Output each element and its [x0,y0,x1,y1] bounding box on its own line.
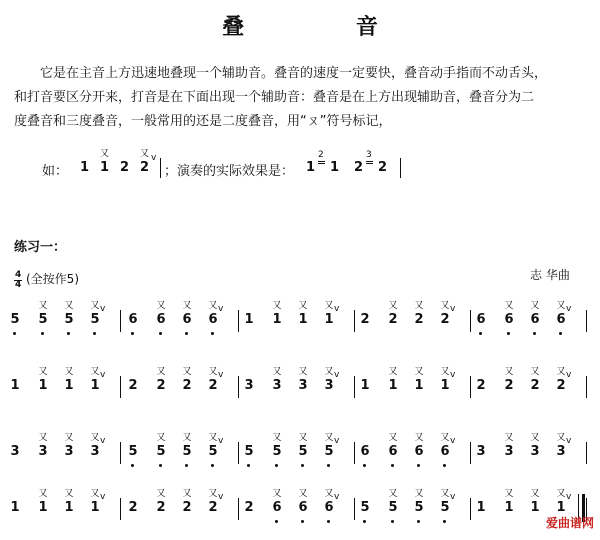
ornament-mark: 又 [64,489,74,499]
score-note: 5 [388,500,398,515]
score-note: 1 [324,312,334,327]
score-note: 2 [182,378,192,393]
ornament-mark: 又 [556,301,566,311]
ornament-mark: 又 [182,367,192,377]
score-note: 3 [10,444,20,459]
barline [470,310,471,332]
ornament-mark: 又 [272,367,282,377]
low-octave-dot [131,332,134,335]
score-note: 2 [530,378,540,393]
breath-mark: v [334,492,340,502]
score-note: 6 [272,500,282,515]
ornament-mark: 又 [38,433,48,443]
score-note: 5 [128,444,138,459]
ornament-mark: 又 [388,433,398,443]
ornament-mark: 又 [414,489,424,499]
score-note: 3 [244,378,254,393]
meter-top: 4 [15,270,22,280]
ornament-mark: 又 [388,489,398,499]
score-note: 6 [182,312,192,327]
ornament-mark: 又 [90,301,100,311]
meter-bottom: 4 [15,280,22,290]
ornament-mark: 又 [530,301,540,311]
barline [470,376,471,398]
barline [354,376,355,398]
score-note: 6 [298,500,308,515]
score-note: 1 [272,312,282,327]
ornament-mark: 又 [272,301,282,311]
breath-mark: v [450,436,456,446]
score-note: 2 [208,500,218,515]
score-note: 6 [530,312,540,327]
score-note: 1 [38,500,48,515]
low-octave-dot [363,520,366,523]
low-octave-dot [559,332,562,335]
score-note: 5 [360,500,370,515]
low-octave-dot [211,464,214,467]
ornament-mark: 又 [440,367,450,377]
score-note: 1 [38,378,48,393]
barline [586,376,587,398]
breath-mark: v [218,492,224,502]
example-note-4: 2 [140,160,150,175]
score-note: 1 [360,378,370,393]
low-octave-dot [247,464,250,467]
ornament-mark: 又 [208,489,218,499]
ornament-mark: 又 [388,367,398,377]
ornament-mark: 又 [156,489,166,499]
example-note-2: 1 [100,160,110,175]
low-octave-dot [479,332,482,335]
low-octave-dot [391,464,394,467]
score-row [0,362,600,418]
paragraph-line-3: 度叠音和三度叠音，一般常用的还是二度叠音，用“ㄡ”符号标记， [14,114,392,129]
effect-note-1b: 1 [330,160,340,175]
ornament-mark: 又 [298,301,308,311]
barline [354,498,355,520]
effect-note-2b: 2 [378,160,388,175]
score-note: 2 [182,500,192,515]
barline [120,498,121,520]
barline [238,376,239,398]
breath-mark: v [334,304,340,314]
ornament-mark: 又 [324,433,334,443]
score-note: 1 [10,378,20,393]
low-octave-dot [185,332,188,335]
score-note: 1 [90,500,100,515]
low-octave-dot [67,332,70,335]
score-note: 5 [414,500,424,515]
example-ornament-1: 又 [100,149,110,159]
low-octave-dot [417,464,420,467]
score-note: 6 [440,444,450,459]
score-note: 5 [272,444,282,459]
breath-mark: v [100,370,106,380]
low-octave-dot [301,464,304,467]
effect-grace-underline-2 [318,163,325,164]
ornament-mark: 又 [90,489,100,499]
low-octave-dot [159,332,162,335]
score-note: 3 [530,444,540,459]
breath-mark: v [218,304,224,314]
effect-grace-underline-3 [366,161,373,162]
score-note: 2 [360,312,370,327]
low-octave-dot [275,464,278,467]
score-note: 5 [298,444,308,459]
barline [120,376,121,398]
score-note: 3 [272,378,282,393]
page-title: 叠 音 [222,15,430,40]
barline [470,442,471,464]
example-ornament-2: 又 [140,149,150,159]
ornament-mark: 又 [298,489,308,499]
low-octave-dot [507,332,510,335]
low-octave-dot [275,520,278,523]
breath-mark: v [450,370,456,380]
ornament-mark: 又 [324,489,334,499]
score-note: 1 [504,500,514,515]
low-octave-dot [13,332,16,335]
barline [586,310,587,332]
score-note: 2 [414,312,424,327]
score-note: 6 [360,444,370,459]
breath-mark: v [100,436,106,446]
ornament-mark: 又 [90,367,100,377]
ornament-mark: 又 [64,367,74,377]
score-note: 1 [476,500,486,515]
low-octave-dot [533,332,536,335]
ornament-mark: 又 [504,301,514,311]
score-note: 2 [156,378,166,393]
effect-note-2: 2 [354,160,364,175]
ornament-mark: 又 [90,433,100,443]
ornament-mark: 又 [208,367,218,377]
ornament-mark: 又 [38,301,48,311]
score-note: 6 [476,312,486,327]
score-note: 3 [298,378,308,393]
score-note: 6 [128,312,138,327]
effect-grace-underline-4 [366,163,373,164]
exercise-label: 练习一： [14,240,67,255]
score-note: 5 [244,444,254,459]
score-note: 1 [414,378,424,393]
ornament-mark: 又 [414,367,424,377]
barline [120,310,121,332]
score-note: 6 [156,312,166,327]
score-note: 5 [440,500,450,515]
low-octave-dot [417,520,420,523]
ornament-mark: 又 [504,367,514,377]
example-v-mark: v [151,153,157,163]
ornament-mark: 又 [38,367,48,377]
low-octave-dot [41,332,44,335]
score-note: 1 [64,378,74,393]
ornament-mark: 又 [388,301,398,311]
example-barline-2 [400,158,401,178]
score-note: 2 [388,312,398,327]
score-note: 3 [504,444,514,459]
low-octave-dot [327,520,330,523]
ornament-mark: 又 [530,489,540,499]
barline [470,498,471,520]
example-barline-1 [160,158,161,178]
barline [238,498,239,520]
score-row [0,296,600,352]
score-note: 3 [64,444,74,459]
low-octave-dot [159,464,162,467]
example-prefix: 如： [42,164,69,179]
score-note: 3 [556,444,566,459]
barline [586,442,587,464]
key-note: (全按作5) [26,272,79,286]
score-note: 5 [182,444,192,459]
score-note: 2 [440,312,450,327]
score-note: 2 [156,500,166,515]
example-note-1: 1 [80,160,90,175]
ornament-mark: 又 [182,433,192,443]
barline [238,442,239,464]
barline [120,442,121,464]
ornament-mark: 又 [38,489,48,499]
barline [354,310,355,332]
low-octave-dot [391,520,394,523]
score-note: 5 [208,444,218,459]
score-note: 1 [90,378,100,393]
breath-mark: v [566,436,572,446]
score-note: 3 [476,444,486,459]
ornament-mark: 又 [556,489,566,499]
ornament-mark: 又 [272,433,282,443]
low-octave-dot [211,332,214,335]
ornament-mark: 又 [182,489,192,499]
score-note: 5 [90,312,100,327]
breath-mark: v [100,304,106,314]
low-octave-dot [185,464,188,467]
score-note: 1 [440,378,450,393]
site-watermark: 爱曲谱网 [545,516,594,530]
ornament-mark: 又 [64,301,74,311]
score-row [0,484,600,540]
ornament-mark: 又 [324,301,334,311]
breath-mark: v [450,304,456,314]
score-note: 1 [298,312,308,327]
low-octave-dot [443,464,446,467]
ornament-mark: 又 [208,301,218,311]
ornament-mark: 又 [64,433,74,443]
ornament-mark: 又 [530,433,540,443]
low-octave-dot [327,464,330,467]
breath-mark: v [566,492,572,502]
breath-mark: v [334,370,340,380]
score-note: 3 [324,378,334,393]
ornament-mark: 又 [298,433,308,443]
ornament-mark: 又 [156,301,166,311]
low-octave-dot [131,464,134,467]
score-note: 3 [90,444,100,459]
ornament-mark: 又 [504,433,514,443]
score-note: 6 [414,444,424,459]
score-note: 6 [388,444,398,459]
ornament-mark: 又 [156,367,166,377]
breath-mark: v [566,304,572,314]
score-note: 1 [244,312,254,327]
breath-mark: v [218,370,224,380]
score-note: 5 [10,312,20,327]
low-octave-dot [443,520,446,523]
ornament-mark: 又 [324,367,334,377]
ornament-mark: 又 [414,433,424,443]
ornament-mark: 又 [182,301,192,311]
score-note: 2 [556,378,566,393]
ornament-mark: 又 [556,433,566,443]
ornament-mark: 又 [414,301,424,311]
score-note: 2 [476,378,486,393]
score-note: 3 [38,444,48,459]
score-note: 5 [156,444,166,459]
barline [354,442,355,464]
score-note: 1 [388,378,398,393]
composer: 志 华曲 [530,268,570,282]
ornament-mark: 又 [556,367,566,377]
ornament-mark: 又 [272,489,282,499]
ornament-mark: 又 [504,489,514,499]
score-note: 1 [556,500,566,515]
score-note: 5 [64,312,74,327]
score-note: 1 [10,500,20,515]
score-note: 2 [128,378,138,393]
score-note: 6 [208,312,218,327]
example-effect-label: ；演奏的实际效果是： [164,164,295,179]
breath-mark: v [450,492,456,502]
breath-mark: v [100,492,106,502]
paragraph-line-1: 它是在主音上方迅速地叠现一个辅助音。叠音的速度一定要快，叠音动手指而不动舌头， [40,66,548,81]
effect-grace-2: 3 [366,150,372,160]
ornament-mark: 又 [440,301,450,311]
score-note: 2 [244,500,254,515]
score-note: 5 [324,444,334,459]
score-note: 1 [64,500,74,515]
example-note-3: 2 [120,160,130,175]
ornament-mark: 又 [530,367,540,377]
score-note: 2 [128,500,138,515]
breath-mark: v [218,436,224,446]
ornament-mark: 又 [298,367,308,377]
score-note: 6 [556,312,566,327]
ornament-mark: 又 [208,433,218,443]
breath-mark: v [334,436,340,446]
paragraph-line-2: 和打音要区分开来，打音是在下面出现一个辅助音：叠音是在上方出现辅助音，叠音分为二 [14,90,535,105]
barline [238,310,239,332]
score-note: 2 [504,378,514,393]
effect-note-1: 1 [306,160,316,175]
score-note: 6 [504,312,514,327]
score-row [0,428,600,484]
score-note: 5 [38,312,48,327]
ornament-mark: 又 [440,489,450,499]
effect-grace-1: 2 [318,150,324,160]
score-note: 2 [208,378,218,393]
low-octave-dot [301,520,304,523]
ornament-mark: 又 [156,433,166,443]
low-octave-dot [363,464,366,467]
breath-mark: v [566,370,572,380]
low-octave-dot [93,332,96,335]
score-note: 1 [530,500,540,515]
ornament-mark: 又 [440,433,450,443]
score-note: 6 [324,500,334,515]
effect-grace-underline-1 [318,161,325,162]
